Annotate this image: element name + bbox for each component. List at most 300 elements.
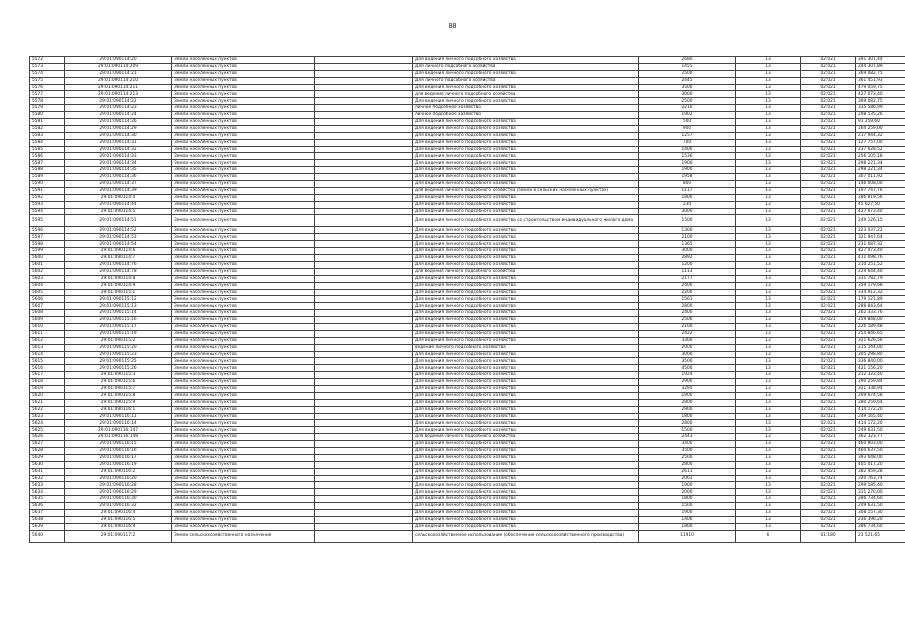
blank-cell [315,516,413,523]
code-cell: 02:021 [801,468,856,475]
blank-cell [315,523,413,530]
cadastral-number-cell: 29:01:090114:9 [65,282,172,289]
cadastral-value-cell: 45 627,50 [856,201,905,208]
cadastral-number-cell: 29:01:090116:16 [65,447,172,454]
coefficient-cell: 13 [736,461,801,468]
coefficient-cell: 13 [736,344,801,351]
row-number-cell: 5634 [30,489,65,496]
coefficient-cell: 13 [736,310,801,317]
cadastral-value-cell: 146 008,00 [856,181,905,188]
row-number-cell: 5621 [30,399,65,406]
cadastral-value-cell: 393 648,00 [856,454,905,461]
code-cell: 02:021 [801,57,856,64]
area-cell: 1902 [639,112,736,119]
coefficient-cell: 13 [736,289,801,296]
land-category-cell: Земли населенных пунктов [172,132,315,139]
cadastral-value-cell: 237 628,52 [856,146,905,153]
code-cell: 02:021 [801,447,856,454]
cadastral-number-cell: 29:01:090115:25 [65,358,172,365]
row-number-cell: 5612 [30,337,65,344]
land-category-cell: Земли населенных пунктов [172,358,315,365]
cadastral-number-cell: 29:01:090116:9 [65,523,172,530]
cadastral-value-cell: 91 259,60 [856,119,905,126]
land-category-cell: Земли населенных пунктов [172,406,315,413]
blank-cell [315,392,413,399]
row-number-cell: 5633 [30,482,65,489]
permitted-use-cell: Для ведения личного подсобного хозяйства [413,413,639,420]
table-row [30,160,905,167]
cadastral-number-cell: 29:01:090115:3 [65,372,172,379]
cadastral-value-cell: 460 637,50 [856,447,905,454]
row-number-cell: 5579 [30,105,65,112]
blank-cell [315,310,413,317]
cadastral-value-cell: 286 819,56 [856,194,905,201]
blank-cell [315,153,413,160]
blank-cell [315,337,413,344]
cadastral-number-cell: 29:01:090114:36 [65,174,172,181]
area-cell: 2443 [639,434,736,441]
land-category-cell: Земли населенных пунктов [172,91,315,98]
cadastral-number-cell: 29:01:090114:8 [65,275,172,282]
row-number-cell: 5578 [30,98,65,105]
area-cell: 2100 [639,323,736,330]
table-row [30,268,905,275]
permitted-use-cell: Для ведения личного подсобного хозяйства [413,227,639,234]
blank-cell [315,146,413,153]
land-category-cell: Земли населенных пунктов [172,365,315,372]
cadastral-value-cell: 286 734,60 [856,496,905,503]
land-category-cell: Земли населенных пунктов [172,174,315,181]
land-category-cell: Земли населенных пунктов [172,344,315,351]
cadastral-number-cell: 29:01:090114:5 [65,208,172,215]
cadastral-value-cell: 286 734,60 [856,523,905,530]
cadastral-value-cell: 262 333,76 [856,310,905,317]
land-category-cell: Земли населенных пунктов [172,125,315,132]
code-cell: 02:021 [801,289,856,296]
cadastral-number-cell: 29:01:090116:29 [65,489,172,496]
coefficient-cell: 13 [736,77,801,84]
permitted-use-cell: Для ведения личного подсобного хозяйства [413,70,639,77]
permitted-use-cell: Для ведения личного подсобного хозяйства [413,181,639,188]
area-cell: 1500 [639,503,736,510]
cadastral-value-cell: 209 674,58 [856,392,905,399]
table-row [30,385,905,392]
table-row [30,427,905,434]
row-number-cell: 5627 [30,441,65,448]
coefficient-cell: 13 [736,323,801,330]
permitted-use-cell: ведение личного подсобного хозяйства [413,344,639,351]
cadastral-value-cell: 391 301,44 [856,57,905,64]
permitted-use-cell: Для ведения личного подсобного хозяйства [413,146,639,153]
table-row [30,379,905,386]
permitted-use-cell: Для ведения личного подсобного хозяйства [413,351,639,358]
cadastral-number-cell: 29:01:090114:54 [65,241,172,248]
permitted-use-cell: Для ведения личного подсобного хозяйства [413,510,639,517]
land-category-cell: Земли населенных пунктов [172,392,315,399]
row-number-cell: 5640 [30,530,65,542]
coefficient-cell: 13 [736,146,801,153]
land-category-cell: Земли населенных пунктов [172,468,315,475]
cadastral-value-cell: 321 626,56 [856,337,905,344]
blank-cell [315,105,413,112]
table-row [30,413,905,420]
cadastral-number-cell: 29:01:090116:1 [65,406,172,413]
table-row [30,275,905,282]
table-row [30,187,905,194]
blank-cell [315,57,413,64]
coefficient-cell: 13 [736,365,801,372]
table-row [30,496,905,503]
row-number-cell: 5585 [30,146,65,153]
cadastral-number-cell: 29:01:090115:1 [65,289,172,296]
table-row [30,215,905,227]
area-cell: 1500 [639,215,736,227]
table-row [30,57,905,64]
land-category-cell: Земли населенных пунктов [172,427,315,434]
land-category-cell: Земли населенных пунктов [172,434,315,441]
cadastral-value-cell: 259 848,00 [856,317,905,324]
cadastral-number-cell: 29:01:090114:24 [65,112,172,119]
code-cell: 02:021 [801,523,856,530]
land-category-cell: Земли населенных пунктов [172,181,315,188]
table-row [30,358,905,365]
row-number-cell: 5625 [30,427,65,434]
blank-cell [315,227,413,234]
area-cell: 3000 [639,208,736,215]
code-cell: 02:021 [801,385,856,392]
blank-cell [315,399,413,406]
area-cell: 1800 [639,194,736,201]
coefficient-cell: 13 [736,392,801,399]
land-category-cell: Земли населенных пунктов [172,153,315,160]
area-cell: 900 [639,125,736,132]
cadastral-value-cell: 23 521,65 [856,530,905,542]
code-cell: 02:021 [801,379,856,386]
cadastral-value-cell: 164 259,00 [856,125,905,132]
code-cell: 02:021 [801,406,856,413]
coefficient-cell: 13 [736,406,801,413]
code-cell: 02:021 [801,475,856,482]
table-row [30,234,905,241]
cadastral-number-cell: 29:01:090116:148 [65,434,172,441]
row-number-cell: 5632 [30,475,65,482]
code-cell: 02:021 [801,70,856,77]
permitted-use-cell: Для ведения личного подсобного хозяйства [413,84,639,91]
cadastral-value-cell: 212 323,40 [856,372,905,379]
cadastral-number-cell: 29:01:090115:19 [65,330,172,337]
cadastral-number-cell: 29:01:090116:11 [65,413,172,420]
cadastral-value-cell: 236 396,20 [856,516,905,523]
row-number-cell: 5622 [30,406,65,413]
table-row [30,282,905,289]
land-category-cell: Земли населенных пунктов [172,146,315,153]
area-cell: 2000 [639,344,736,351]
cadastral-number-cell: 29:01:090114:39 [65,187,172,194]
blank-cell [315,174,413,181]
cadastral-value-cell: 362 323,77 [856,434,905,441]
cadastral-number-cell: 29:01:090114:37 [65,181,172,188]
area-cell: 1117 [639,187,736,194]
land-category-cell: Земли населенных пунктов [172,282,315,289]
permitted-use-cell: личное подсобное хозяйство [413,105,639,112]
permitted-use-cell: Для ведения личного подсобного хозяйства [413,406,639,413]
cadastral-value-cell: 223 037,22 [856,227,905,234]
table-row [30,523,905,530]
cadastral-value-cell: 256 105,18 [856,153,905,160]
cadastral-number-cell: 29:01:090115:13 [65,303,172,310]
code-cell: 02:021 [801,303,856,310]
area-cell: 3400 [639,441,736,448]
code-cell: 02:021 [801,105,856,112]
cadastral-number-cell: 29:01:090115:12 [65,296,172,303]
row-number-cell: 5629 [30,454,65,461]
blank-cell [315,70,413,77]
area-cell: 3000 [639,351,736,358]
code-cell: 02:021 [801,461,856,468]
cadastral-value-cell: 427 073,40 [856,91,905,98]
cadastral-value-cell: 249 165,40 [856,413,905,420]
blank-cell [315,98,413,105]
table-row [30,181,905,188]
table-row [30,146,905,153]
coefficient-cell: 13 [736,337,801,344]
permitted-use-cell: Для личного подсобного хозяйства [413,63,639,70]
code-cell: 02:021 [801,392,856,399]
row-number-cell: 5587 [30,160,65,167]
cadastral-number-cell: 29:01:090116:19 [65,461,172,468]
blank-cell [315,351,413,358]
land-category-cell: Земли населенных пунктов [172,303,315,310]
blank-cell [315,372,413,379]
area-cell: 1900 [639,160,736,167]
coefficient-cell: 13 [736,510,801,517]
table-row [30,208,905,215]
permitted-use-cell: Для ведения личного подсобного хозяйства [413,447,639,454]
area-cell: 1800 [639,413,736,420]
area-cell: 3500 [639,84,736,91]
row-number-cell: 5584 [30,139,65,146]
blank-cell [315,496,413,503]
row-number-cell: 5614 [30,351,65,358]
coefficient-cell: 13 [736,441,801,448]
row-number-cell: 5596 [30,227,65,234]
table-row [30,77,905,84]
coefficient-cell: 13 [736,296,801,303]
permitted-use-cell: Для ведения личного подсобного хозяйства [413,461,639,468]
code-cell: 02:021 [801,337,856,344]
blank-cell [315,248,413,255]
blank-cell [315,503,413,510]
code-cell: 02:021 [801,201,856,208]
land-category-cell: Земли населенных пунктов [172,289,315,296]
cadastral-number-cell: 29:01:090114:78 [65,268,172,275]
code-cell: 02:021 [801,146,856,153]
coefficient-cell: 13 [736,57,801,64]
land-category-cell: Земли населенных пунктов [172,420,315,427]
cadastral-number-cell: 29:01:090114:6 [65,248,172,255]
area-cell: 2900 [639,406,736,413]
row-number-cell: 5607 [30,303,65,310]
code-cell: 02:021 [801,194,856,201]
blank-cell [315,187,413,194]
permitted-use-cell: Для ведения личного подсобного хозяйства [413,475,639,482]
row-number-cell: 5574 [30,70,65,77]
permitted-use-cell: для ведения личного подсобного хозяйства [413,268,639,275]
land-category-cell: Земли населенных пунктов [172,77,315,84]
land-category-cell: Земли населенных пунктов [172,489,315,496]
table-row [30,447,905,454]
coefficient-cell: 13 [736,105,801,112]
row-number-cell: 5576 [30,84,65,91]
table-row [30,516,905,523]
row-number-cell: 5616 [30,365,65,372]
cadastral-number-cell: 29:01:090116:4 [65,510,172,517]
cadastral-number-cell: 29:01:090114:210 [65,77,172,84]
blank-cell [315,358,413,365]
row-number-cell: 5595 [30,215,65,227]
land-category-cell: Земли населенных пунктов [172,57,315,64]
code-cell: 02:021 [801,344,856,351]
cadastral-number-cell: 29:01:090114:44 [65,201,172,208]
permitted-use-cell: Для ведения личного подсобного хозяйства [413,201,639,208]
table-row [30,70,905,77]
code-cell: 02:021 [801,516,856,523]
permitted-use-cell: Для ведения личного подсобного хозяйства [413,496,639,503]
coefficient-cell: 13 [736,248,801,255]
table-row [30,420,905,427]
row-number-cell: 5613 [30,344,65,351]
area-cell: 1113 [639,268,736,275]
coefficient-cell: 13 [736,516,801,523]
land-category-cell: Земли населенных пунктов [172,379,315,386]
permitted-use-cell: Для ведения личного подсобного хозяйства [413,57,639,64]
row-number-cell: 5628 [30,447,65,454]
coefficient-cell: 13 [736,268,801,275]
cadastral-number-cell: 29:01:090114:30 [65,132,172,139]
permitted-use-cell: Для ведения личного подсобного хозяйства [413,248,639,255]
land-category-cell: Земли населенных пунктов [172,317,315,324]
cadastral-value-cell: 179 121,89 [856,296,905,303]
blank-cell [315,379,413,386]
cadastral-value-cell: 421 156,20 [856,365,905,372]
land-category-cell: Земли населенных пунктов [172,454,315,461]
blank-cell [315,125,413,132]
permitted-use-cell: Для ведения личного подсобного хозяйства [413,310,639,317]
row-number-cell: 5598 [30,241,65,248]
land-category-cell: Земли населенных пунктов [172,167,315,174]
row-number-cell: 5586 [30,153,65,160]
permitted-use-cell: сельскохозяйственное использование (обеспечение сельскохозяйственного производства) [413,530,639,542]
row-number-cell: 5573 [30,63,65,70]
code-cell: 02:021 [801,255,856,262]
row-number-cell: 5611 [30,330,65,337]
row-number-cell: 5577 [30,91,65,98]
blank-cell [315,475,413,482]
permitted-use-cell: Для ведения личного подсобного хозяйства [413,330,639,337]
area-cell: 2400 [639,310,736,317]
land-category-cell: Земли населенных пунктов [172,399,315,406]
cadastral-value-cell: 288 843,64 [856,303,905,310]
table-row [30,98,905,105]
area-cell: 2200 [639,289,736,296]
code-cell: 02:021 [801,282,856,289]
cadastral-number-cell: 29:01:090115:26 [65,365,172,372]
row-number-cell: 5604 [30,282,65,289]
area-cell: 2422 [639,330,736,337]
land-category-cell: Земли населенных пунктов [172,234,315,241]
row-number-cell: 5608 [30,310,65,317]
table-row [30,365,905,372]
table-row [30,153,905,160]
row-number-cell: 5615 [30,358,65,365]
table-row [30,241,905,248]
table-row [30,255,905,262]
blank-cell [315,468,413,475]
code-cell: 02:021 [801,215,856,227]
coefficient-cell: 13 [736,132,801,139]
code-cell: 02:021 [801,174,856,181]
cadastral-number-cell: 29:01:090115:16 [65,317,172,324]
area-cell: 1900 [639,392,736,399]
table-row [30,317,905,324]
row-number-cell: 5594 [30,208,65,215]
area-cell: 3000 [639,248,736,255]
table-row [30,167,905,174]
cadastral-value-cell: 254 846,65 [856,330,905,337]
code-cell: 02:021 [801,275,856,282]
area-cell: 800 [639,181,736,188]
cadastral-value-cell: 361 451,93 [856,77,905,84]
table-body [30,57,905,543]
coefficient-cell: 13 [736,167,801,174]
permitted-use-cell: Для ведения личного подсобного хозяйства [413,194,639,201]
area-cell: 700 [639,139,736,146]
row-number-cell: 5619 [30,385,65,392]
row-number-cell: 5583 [30,132,65,139]
land-category-cell: Земли населенных пунктов [172,447,315,454]
blank-cell [315,234,413,241]
area-cell: 3300 [639,337,736,344]
cadastral-value-cell: 215 144,00 [856,344,905,351]
land-category-cell: Земли населенных пунктов [172,496,315,503]
row-number-cell: 5639 [30,523,65,530]
coefficient-cell: 13 [736,420,801,427]
table-row [30,227,905,234]
cadastral-number-cell: 29:01:090114:52 [65,227,172,234]
permitted-use-cell: Для ведения личного подсобного хозяйства [413,261,639,268]
row-number-cell: 5618 [30,379,65,386]
area-cell: 3500 [639,358,736,365]
area-cell: 2500 [639,70,736,77]
coefficient-cell: 13 [736,385,801,392]
coefficient-cell: 13 [736,351,801,358]
land-category-cell: Земли населенных пунктов [172,139,315,146]
blank-cell [315,323,413,330]
coefficient-cell: 13 [736,70,801,77]
land-category-cell: Земли населенных пунктов [172,227,315,234]
area-cell: 1900 [639,510,736,517]
table-row [30,337,905,344]
land-category-cell: Земли населенных пунктов [172,351,315,358]
blank-cell [315,482,413,489]
area-cell: 2210 [639,105,736,112]
area-cell: 2000 [639,489,736,496]
area-cell: 1800 [639,523,736,530]
code-cell: 02:021 [801,227,856,234]
blank-cell [315,344,413,351]
permitted-use-cell: Для ведения личного подсобного хозяйства [413,441,639,448]
coefficient-cell: 13 [736,98,801,105]
